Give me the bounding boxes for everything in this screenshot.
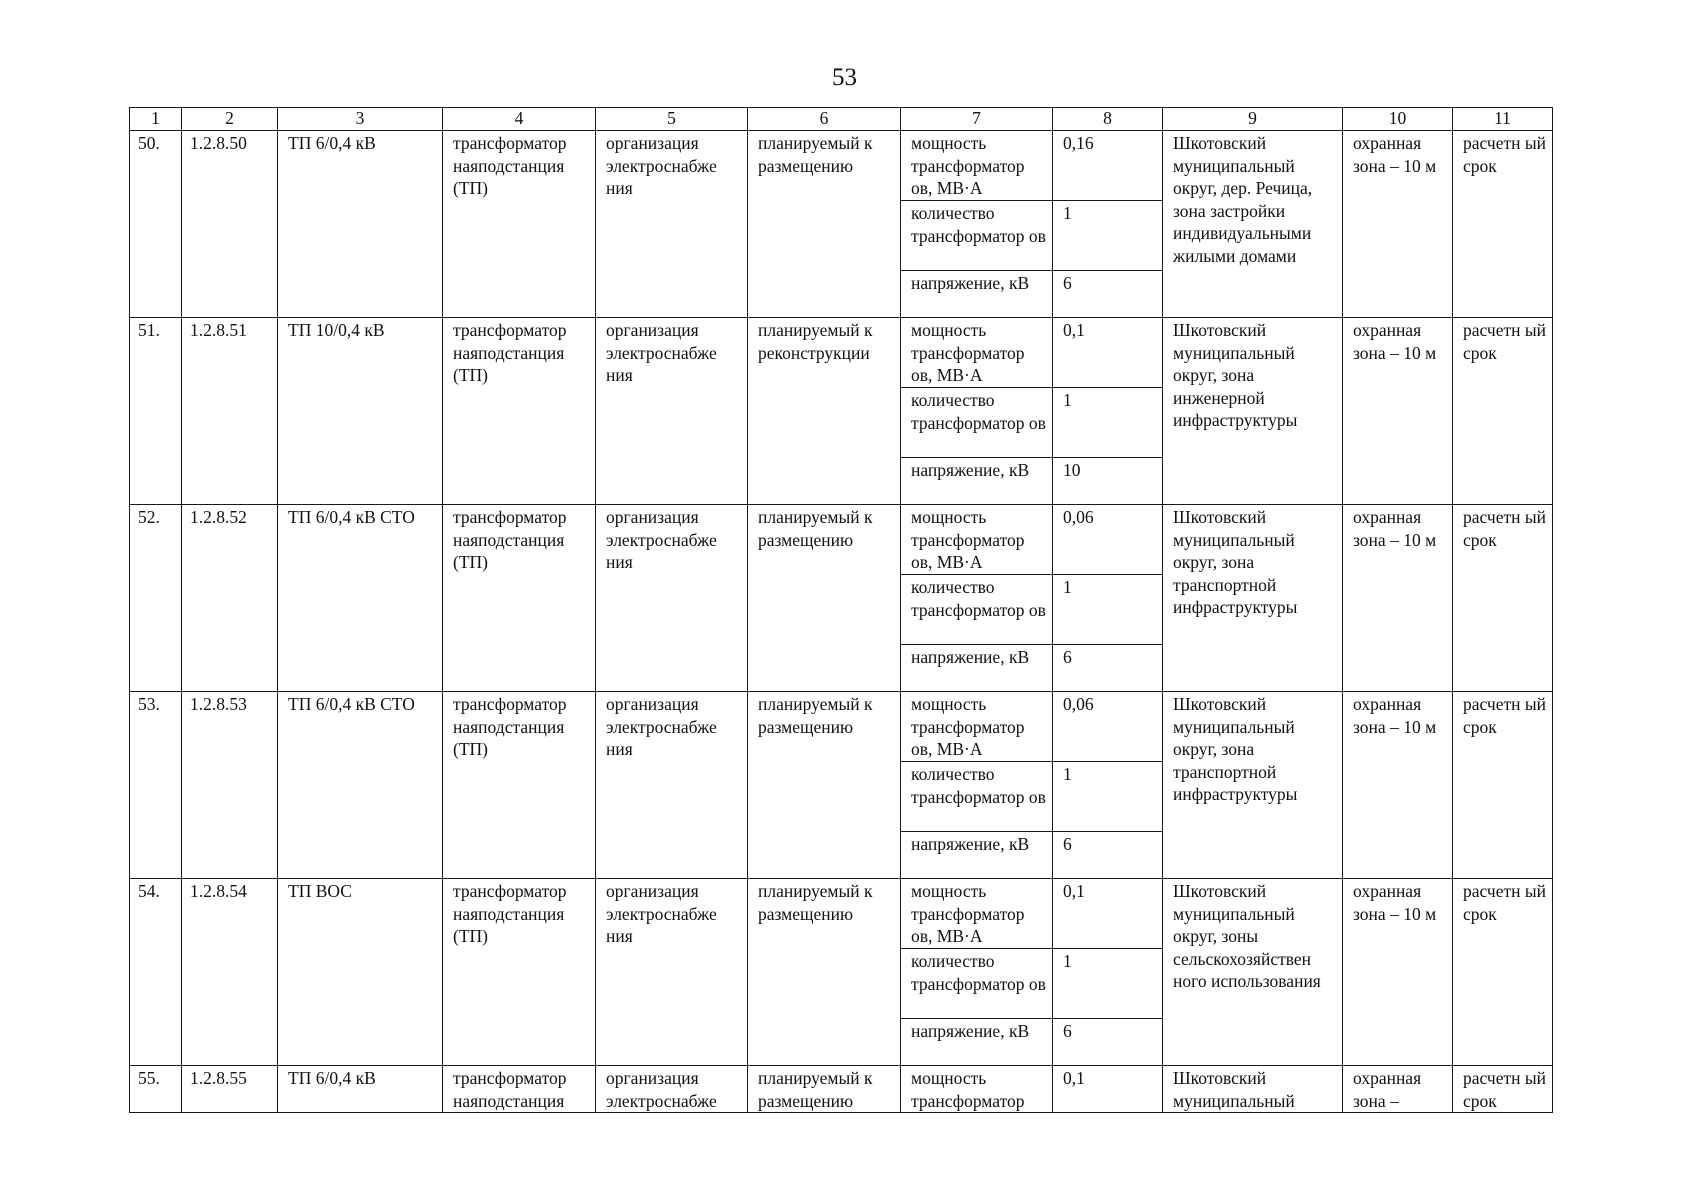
object-type: трансформатор наяподстанция (ТП) <box>443 505 596 692</box>
protection-zone: охранная зона – 10 м <box>1343 692 1453 879</box>
column-number: 4 <box>443 108 596 131</box>
param-value-voltage: 6 <box>1053 645 1163 692</box>
param-value-voltage: 6 <box>1053 271 1163 318</box>
param-label-count: количество трансформатор ов <box>901 201 1053 271</box>
object-type: трансформатор наяподстанция (ТП) <box>443 318 596 505</box>
object-purpose: организация электроснабже ния <box>596 692 748 879</box>
protection-zone: охранная зона – 10 м <box>1343 131 1453 318</box>
table-row-partial <box>130 1066 1553 1113</box>
param-value-power: 0,1 <box>1053 1066 1163 1113</box>
object-location: Шкотовский муниципальный округ, зона транспортной инфраструктуры <box>1163 692 1343 879</box>
object-name: ТП 6/0,4 кВ <box>278 131 443 318</box>
implementation-term: расчетн ый срок <box>1453 505 1553 692</box>
column-number: 8 <box>1053 108 1163 131</box>
param-label-count: количество трансформатор ов <box>901 388 1053 458</box>
object-purpose: организация электроснабже ния <box>596 505 748 692</box>
row-number: 54. <box>130 879 182 1066</box>
param-value-count: 1 <box>1053 201 1163 271</box>
object-code: 1.2.8.54 <box>182 879 278 1066</box>
protection-zone: охранная зона – 10 м <box>1343 879 1453 1066</box>
protection-zone: охранная зона – 10 м <box>1343 318 1453 505</box>
column-number: 11 <box>1453 108 1553 131</box>
object-name: ТП 6/0,4 кВ <box>278 1066 443 1113</box>
facilities-table <box>129 107 1553 1113</box>
object-purpose: организация электроснабже ния <box>596 318 748 505</box>
param-label-power: мощность трансформатор <box>901 1066 1053 1113</box>
param-value-power: 0,06 <box>1053 505 1163 575</box>
object-status: планируемый к размещению <box>748 1066 901 1113</box>
param-label-power: мощность трансформатор ов, МВ·А <box>901 692 1053 762</box>
param-label-voltage: напряжение, кВ <box>901 832 1053 879</box>
param-value-voltage: 6 <box>1053 1019 1163 1066</box>
table-row <box>130 505 1553 575</box>
param-label-voltage: напряжение, кВ <box>901 271 1053 318</box>
param-value-voltage: 6 <box>1053 832 1163 879</box>
column-number: 6 <box>748 108 901 131</box>
protection-zone: охранная зона – <box>1343 1066 1453 1113</box>
param-label-count: количество трансформатор ов <box>901 949 1053 1019</box>
row-number: 52. <box>130 505 182 692</box>
param-value-power: 0,1 <box>1053 318 1163 388</box>
row-number: 55. <box>130 1066 182 1113</box>
object-location: Шкотовский муниципальный округ, зона инженерной инфраструктуры <box>1163 318 1343 505</box>
param-label-power: мощность трансформатор ов, МВ·А <box>901 318 1053 388</box>
implementation-term: расчетн ый срок <box>1453 692 1553 879</box>
table-row <box>130 318 1553 388</box>
object-purpose: организация электроснабже ния <box>596 131 748 318</box>
page-number: 53 <box>832 64 857 91</box>
row-number: 50. <box>130 131 182 318</box>
param-label-voltage: напряжение, кВ <box>901 645 1053 692</box>
implementation-term: расчетн ый срок <box>1453 1066 1553 1113</box>
object-type: трансформатор наяподстанция <box>443 1066 596 1113</box>
object-status: планируемый к размещению <box>748 879 901 1066</box>
table-row <box>130 879 1553 949</box>
column-number: 5 <box>596 108 748 131</box>
param-label-power: мощность трансформатор ов, МВ·А <box>901 879 1053 949</box>
param-label-power: мощность трансформатор ов, МВ·А <box>901 505 1053 575</box>
protection-zone: охранная зона – 10 м <box>1343 505 1453 692</box>
param-label-voltage: напряжение, кВ <box>901 458 1053 505</box>
param-value-count: 1 <box>1053 575 1163 645</box>
object-type: трансформатор наяподстанция (ТП) <box>443 879 596 1066</box>
param-label-count: количество трансформатор ов <box>901 575 1053 645</box>
object-location: Шкотовский муниципальный <box>1163 1066 1343 1113</box>
param-value-power: 0,16 <box>1053 131 1163 201</box>
row-number: 51. <box>130 318 182 505</box>
column-number: 2 <box>182 108 278 131</box>
object-status: планируемый к размещению <box>748 692 901 879</box>
param-value-power: 0,1 <box>1053 879 1163 949</box>
object-location: Шкотовский муниципальный округ, дер. Речица, зона застройки индивидуальными жилыми домами <box>1163 131 1343 318</box>
param-value-voltage: 10 <box>1053 458 1163 505</box>
object-name: ТП 6/0,4 кВ СТО <box>278 505 443 692</box>
column-number: 9 <box>1163 108 1343 131</box>
implementation-term: расчетн ый срок <box>1453 879 1553 1066</box>
column-number: 7 <box>901 108 1053 131</box>
object-name: ТП 6/0,4 кВ СТО <box>278 692 443 879</box>
object-type: трансформатор наяподстанция (ТП) <box>443 131 596 318</box>
object-code: 1.2.8.50 <box>182 131 278 318</box>
column-number: 1 <box>130 108 182 131</box>
object-type: трансформатор наяподстанция (ТП) <box>443 692 596 879</box>
object-code: 1.2.8.52 <box>182 505 278 692</box>
object-name: ТП 10/0,4 кВ <box>278 318 443 505</box>
table-row <box>130 131 1553 201</box>
object-status: планируемый к реконструкции <box>748 318 901 505</box>
object-status: планируемый к размещению <box>748 131 901 318</box>
param-value-count: 1 <box>1053 388 1163 458</box>
object-purpose: организация электроснабже ния <box>596 879 748 1066</box>
param-label-power: мощность трансформатор ов, МВ·А <box>901 131 1053 201</box>
object-location: Шкотовский муниципальный округ, зоны сельскохозяйствен ного использования <box>1163 879 1343 1066</box>
table-row <box>130 692 1553 762</box>
implementation-term: расчетн ый срок <box>1453 318 1553 505</box>
column-number: 3 <box>278 108 443 131</box>
column-number-row <box>130 108 1553 131</box>
object-status: планируемый к размещению <box>748 505 901 692</box>
object-name: ТП ВОС <box>278 879 443 1066</box>
implementation-term: расчетн ый срок <box>1453 131 1553 318</box>
column-number: 10 <box>1343 108 1453 131</box>
param-label-voltage: напряжение, кВ <box>901 1019 1053 1066</box>
object-location: Шкотовский муниципальный округ, зона транспортной инфраструктуры <box>1163 505 1343 692</box>
object-code: 1.2.8.51 <box>182 318 278 505</box>
param-label-count: количество трансформатор ов <box>901 762 1053 832</box>
row-number: 53. <box>130 692 182 879</box>
object-purpose: организация электроснабже <box>596 1066 748 1113</box>
object-code: 1.2.8.55 <box>182 1066 278 1113</box>
object-code: 1.2.8.53 <box>182 692 278 879</box>
param-value-count: 1 <box>1053 949 1163 1019</box>
param-value-power: 0,06 <box>1053 692 1163 762</box>
param-value-count: 1 <box>1053 762 1163 832</box>
